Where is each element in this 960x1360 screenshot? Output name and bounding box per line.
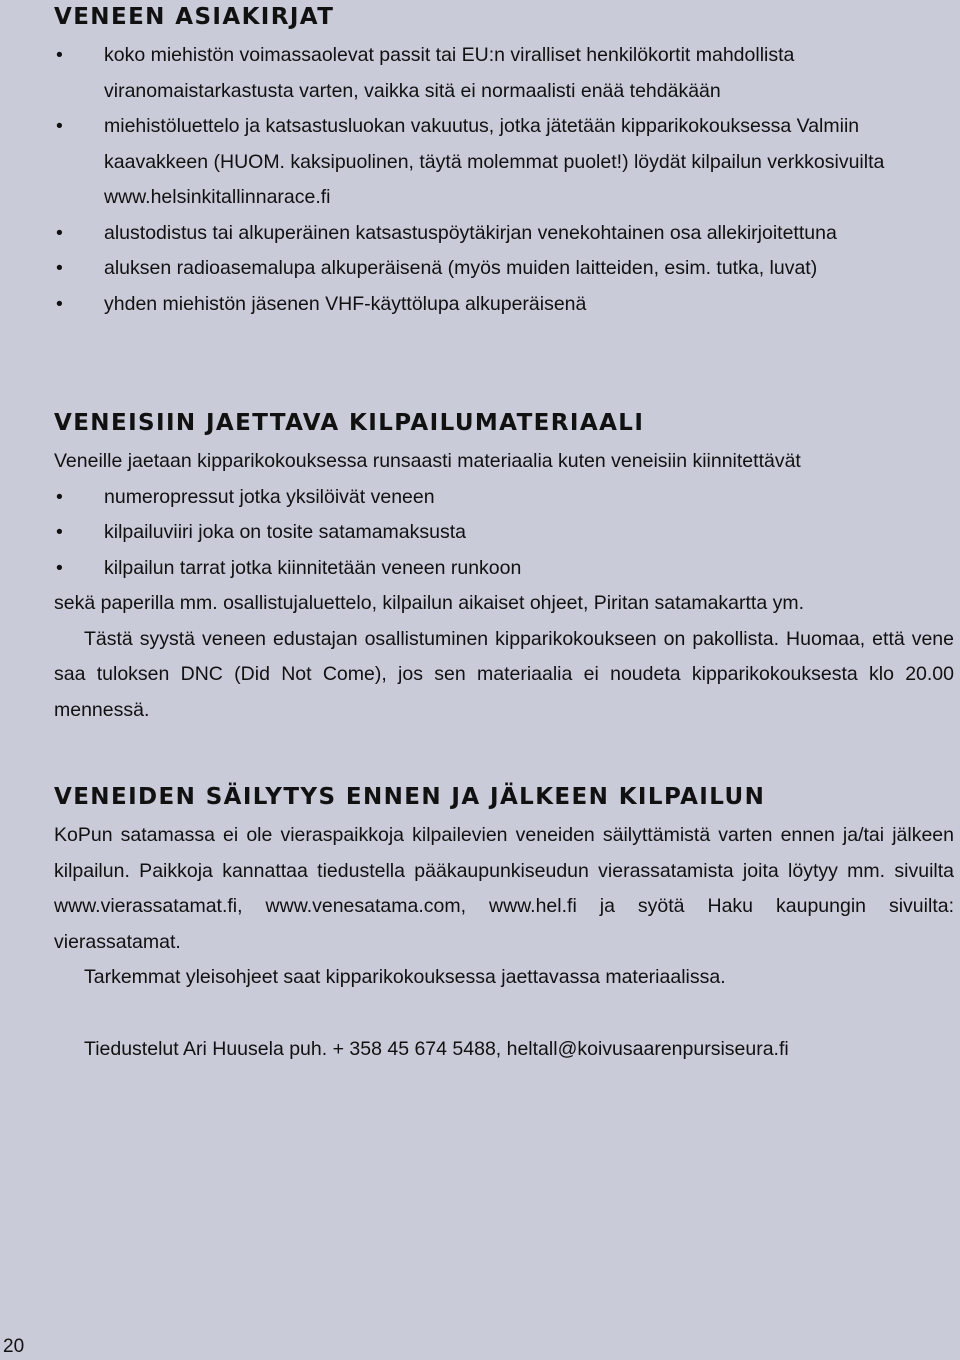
bullet-icon: • <box>56 257 63 279</box>
list-item-text: aluksen radioasemalupa alkuperäisenä (myös muiden laitteiden, esim. tutka, luvat) <box>104 257 818 279</box>
list-item <box>54 551 954 587</box>
section-veneen-asiakirjat <box>54 2 954 322</box>
list-item <box>54 216 954 252</box>
bullet-icon: • <box>56 221 63 244</box>
section-heading: VENEIDEN SÄILYTYS ENNEN JA JÄLKEEN KILPAILUN <box>54 784 766 810</box>
contact-line: Tiedustelut Ari Huusela puh. + 358 45 674 5488, heltall@koivusaarenpursiseura.fi <box>84 1037 789 1060</box>
list-item <box>54 251 954 287</box>
section-heading: VENEISIIN JAETTAVA KILPAILUMATERIAALI <box>54 410 645 436</box>
bullet-icon: • <box>56 292 63 315</box>
section-note: Tästä syystä veneen edustajan osallistuminen kipparikokoukseen on pakollista. Huomaa, että vene saa tuloksen DNC (Did Not Come), jos sen materiaalia ei noudeta kipparikokouksesta klo 20.00 mennessä. <box>54 627 954 721</box>
bullet-icon: • <box>56 521 63 543</box>
list-item <box>54 38 954 109</box>
material-list <box>54 480 954 587</box>
list-item-text: alustodistus tai alkuperäinen katsastuspöytäkirjan venekohtainen osa allekirjoitettuna <box>104 221 837 244</box>
section-intro: Veneille jaetaan kipparikokouksessa runsaasti materiaalia kuten veneisiin kiinnitettävät <box>54 450 801 472</box>
list-item <box>54 515 954 551</box>
list-item-text: miehistöluettelo ja katsastusluokan vakuutus, jotka jätetään kipparikokouksessa Valmiin kaavakkeen (HUOM. kaksipuolinen, täytä molemmat puolet!) löydät kilpailun verkkosivuilta www.helsinkitallinnarace.fi <box>104 115 885 208</box>
bullet-icon: • <box>56 556 63 579</box>
list-item <box>54 287 954 323</box>
instructions-paragraph: Tarkemmat yleisohjeet saat kipparikokouksessa jaettavassa materiaalissa. <box>84 966 726 988</box>
page-number: 20 <box>3 1336 25 1357</box>
list-item-text: yhden miehistön jäsenen VHF-käyttölupa alkuperäisenä <box>104 292 587 315</box>
document-list <box>54 38 954 322</box>
section-kilpailumateriaali <box>54 408 954 728</box>
list-item-text: koko miehistön voimassaolevat passit tai EU:n viralliset henkilökortit mahdollista viranomaistarkastusta varten, vaikka sitä ei normaalisti enää tehdäkään <box>104 44 795 102</box>
list-item-text: numeropressut jotka yksilöivät veneen <box>104 485 435 508</box>
list-item-text: kilpailun tarrat jotka kiinnitetään veneen runkoon <box>104 556 522 579</box>
section-veneiden-sailytys <box>54 782 954 1067</box>
storage-paragraph: KoPun satamassa ei ole vieraspaikkoja kilpailevien veneiden säilyttämistä varten ennen ja/tai jälkeen kilpailun. Paikkoja kannattaa tiedustella pääkaupunkiseudun vierassatamista joita löytyy mm. sivuilta www.vierassatamat.fi, www.venesatama.com, www.hel.fi ja syötä Haku kaupungin sivuilta: vierassatamat. <box>54 824 954 953</box>
bullet-icon: • <box>56 485 63 508</box>
bullet-icon: • <box>56 44 63 66</box>
section-after-list: sekä paperilla mm. osallistujaluettelo, kilpailun aikaiset ohjeet, Piritan satamakartta ym. <box>54 592 805 614</box>
list-item <box>54 109 954 216</box>
list-item-text: kilpailuviiri joka on tosite satamamaksusta <box>104 521 466 543</box>
section-heading: VENEEN ASIAKIRJAT <box>54 4 335 30</box>
bullet-icon: • <box>56 115 63 137</box>
list-item <box>54 480 954 516</box>
